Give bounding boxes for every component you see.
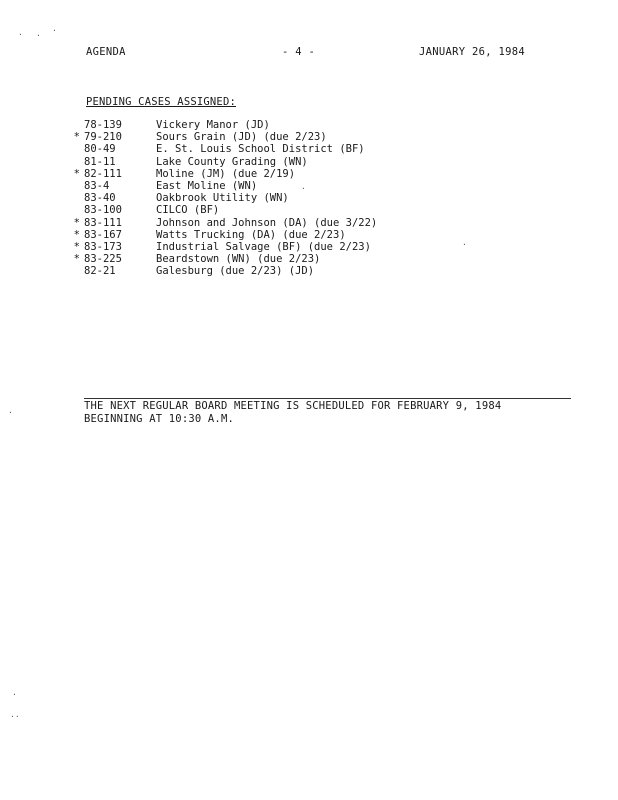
case-row [60,204,500,216]
case-number: 83-4 [84,180,110,193]
case-row [60,241,500,253]
pending-cases-list [60,119,500,278]
priority-mark: * [73,167,80,180]
meeting-notice-line-2: BEGINNING AT 10:30 A.M. [84,412,234,425]
header-date: JANUARY 26, 1984 [419,46,525,58]
case-number: 82-111 [84,167,122,180]
case-row [60,168,500,180]
priority-mark: * [73,241,80,254]
case-name: Johnson and Johnson (DA) (due 3/22) [156,216,378,229]
section-heading: PENDING CASES ASSIGNED: [86,96,236,108]
case-name: Watts Trucking (DA) (due 2/23) [156,228,346,241]
case-name: Sours Grain (JD) (due 2/23) [156,131,327,144]
case-number: 81-11 [84,155,116,168]
case-row [60,253,500,265]
scan-speck: · [18,30,23,39]
case-name: Oakbrook Utility (WN) [156,192,289,205]
case-row [60,229,500,241]
priority-mark: * [73,131,80,144]
case-name: East Moline (WN) [156,180,258,193]
priority-mark: * [73,216,80,229]
scan-speck: · [36,31,41,40]
scan-speck: · [52,26,57,35]
case-row [60,143,500,155]
case-row [60,156,500,168]
header-agenda-label: AGENDA [86,46,126,58]
page-number: - 4 - [282,46,316,58]
case-number: 82-21 [84,265,116,278]
case-name: Galesburg (due 2/23) (JD) [156,265,315,278]
case-number: 79-210 [84,131,122,144]
case-number: 83-40 [84,192,116,205]
priority-mark: * [73,228,80,241]
case-row [60,192,500,204]
case-number: 83-167 [84,228,122,241]
case-number: 78-139 [84,119,122,131]
case-name: Industrial Salvage (BF) (due 2/23) [156,241,371,254]
meeting-notice [84,400,501,425]
case-name: Moline (JM) (due 2/19) [156,167,296,180]
priority-mark: * [73,253,80,266]
case-name: E. St. Louis School District (BF) [156,143,365,156]
case-name: CILCO (BF) [156,204,220,217]
case-number: 83-100 [84,204,122,217]
case-name: Lake County Grading (WN) [156,155,308,168]
scan-speck: ·· [10,712,20,721]
case-row [60,217,500,229]
case-row [60,119,500,131]
case-number: 83-173 [84,241,122,254]
case-row [60,265,500,277]
case-row [60,180,500,192]
scan-speck: · [12,690,17,699]
scan-speck: · [8,408,13,417]
case-number: 80-49 [84,143,116,156]
case-row [60,131,500,143]
notice-rule [84,398,571,399]
case-number: 83-225 [84,253,122,266]
case-name: Beardstown (WN) (due 2/23) [156,253,321,266]
case-number: 83-111 [84,216,122,229]
scan-speck: · [462,240,467,249]
scan-speck: · [301,184,306,193]
meeting-notice-line-1: THE NEXT REGULAR BOARD MEETING IS SCHEDULED FOR FEBRUARY 9, 1984 [84,400,502,412]
case-name: Vickery Manor (JD) [156,119,270,131]
